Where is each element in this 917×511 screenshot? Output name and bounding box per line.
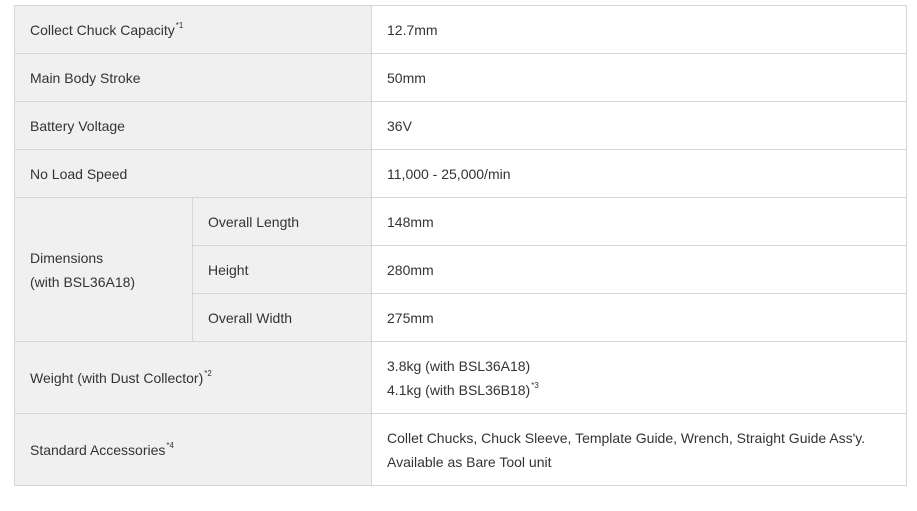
spec-table (14, 5, 907, 486)
footnote-marker: *3 (531, 380, 539, 390)
height-label: Height (208, 261, 249, 278)
spec-sublabel-cell (193, 198, 372, 246)
spec-row-no-load-speed (15, 150, 907, 198)
spec-value-cell (372, 414, 907, 486)
spec-label-cell (15, 150, 372, 198)
footnote-marker: *2 (204, 368, 212, 378)
no-load-speed-value: 11,000 - 25,000/min (387, 165, 511, 182)
overall-width-value: 275mm (387, 309, 434, 326)
spec-value-cell (372, 198, 907, 246)
spec-row-weight (15, 342, 907, 414)
spec-row-overall-length (15, 198, 907, 246)
collet-chuck-capacity-value: 12.7mm (387, 21, 438, 38)
spec-row-main-body-stroke (15, 54, 907, 102)
standard-accessories-list: Collet Chucks, Chuck Sleeve, Template Guide, Wrench, Straight Guide Ass'y. (387, 429, 866, 446)
footnote-marker: *1 (175, 20, 184, 30)
spec-label-cell (15, 6, 372, 54)
standard-accessories-label: Standard Accessories (30, 441, 166, 458)
spec-value-cell (372, 294, 907, 342)
spec-row-battery-voltage (15, 102, 907, 150)
overall-length-value: 148mm (387, 213, 434, 230)
dimensions-label-cell (15, 198, 193, 342)
spec-label-cell (15, 102, 372, 150)
height-value: 280mm (387, 261, 434, 278)
weight-value-bsl36b18: 4.1kg (with BSL36B18) (387, 381, 531, 398)
weight-label: Weight (with Dust Collector) (30, 369, 204, 386)
spec-row-standard-accessories (15, 414, 907, 486)
spec-label-cell (15, 342, 372, 414)
overall-width-label: Overall Width (208, 309, 293, 326)
weight-value-bsl36a18: 3.8kg (with BSL36A18) (387, 357, 531, 374)
dimensions-label: Dimensions (30, 249, 104, 266)
spec-value-cell (372, 6, 907, 54)
spec-value-cell (372, 150, 907, 198)
main-body-stroke-value: 50mm (387, 69, 426, 86)
spec-row-collet-chuck-capacity (15, 6, 907, 54)
weight-value-bsl36b18-line (387, 378, 891, 402)
spec-value-cell (372, 246, 907, 294)
battery-voltage-label: Battery Voltage (30, 117, 125, 134)
battery-voltage-value: 36V (387, 117, 412, 134)
spec-value-cell (372, 54, 907, 102)
collet-chuck-capacity-label: Collect Chuck Capacity (30, 21, 175, 38)
spec-sublabel-cell (193, 294, 372, 342)
footnote-marker: *4 (166, 440, 174, 450)
spec-value-cell (372, 342, 907, 414)
spec-value-cell (372, 102, 907, 150)
spec-label-cell (15, 414, 372, 486)
main-body-stroke-label: Main Body Stroke (30, 69, 141, 86)
dimensions-battery-note: (with BSL36A18) (30, 273, 136, 290)
no-load-speed-label: No Load Speed (30, 165, 128, 182)
overall-length-label: Overall Length (208, 213, 300, 230)
spec-sublabel-cell (193, 246, 372, 294)
spec-label-cell (15, 54, 372, 102)
bare-tool-availability: Available as Bare Tool unit (387, 453, 552, 470)
